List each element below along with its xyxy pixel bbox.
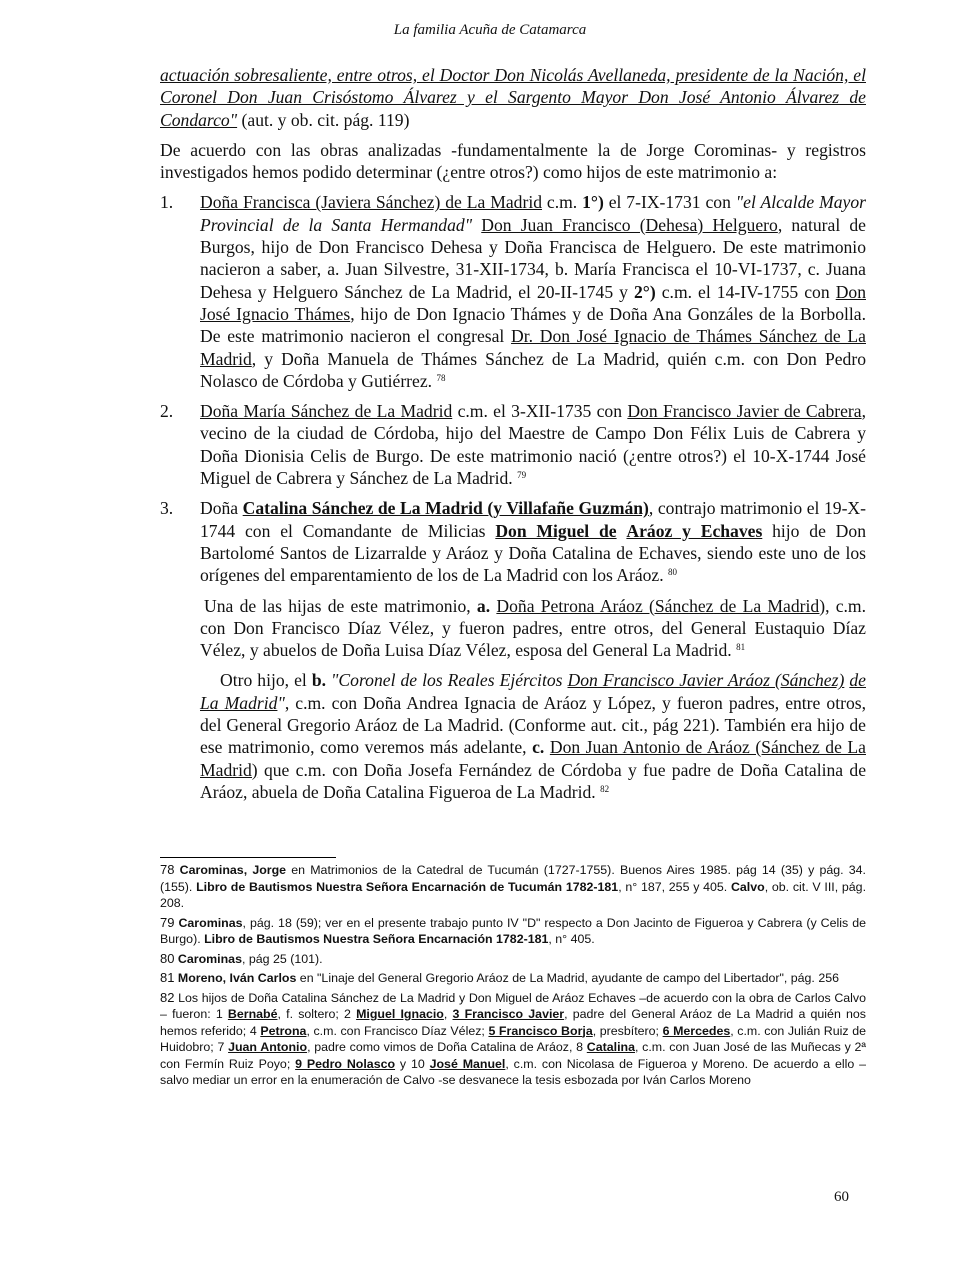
text-run: Una de las hijas de este matrimonio,	[204, 595, 477, 616]
text-run: Doña	[200, 498, 243, 519]
footnote-number: 80	[160, 950, 175, 966]
text-run: , hijo de Don Ignacio Thámes y de Doña Ana Gonzáles de la Borbolla. De este matrimonio nacieron el congresal	[200, 303, 866, 347]
list-number: 1.	[160, 192, 174, 213]
text-run: , pág. 18 (59); ver en el presente trabajo punto IV "D" respecto a Don Jacinto de Figueroa y Cabrera (y Celis de Burgo).	[160, 915, 866, 946]
text-run: "Coronel de los Reales Ejércitos	[331, 670, 568, 691]
running-header: La familia Acuña de Catamarca	[393, 22, 587, 38]
text-run: Libro de Bautismos Nuestra Señora Encarnación de Tucumán 1782-181	[196, 879, 619, 894]
text-run: Carominas	[177, 951, 242, 966]
quoted-title: "el Alcalde Mayor Provincial de la Santa Hermandad"	[200, 192, 866, 235]
text-run: Otro hijo, el	[220, 670, 312, 691]
text-run: que c.m. con Doña Josefa Fernández de Córdoba y fue padre de Doña Catalina de Aráoz, abuela de Doña Catalina Figueroa de La Madrid.	[200, 759, 866, 802]
text-run: , c.m. con Juan José de las Muñecas y 2ª con Fermín Ruiz Poyo;	[160, 1040, 866, 1071]
person-name: Don Francisco Javier Aráoz (Sánchez)	[567, 670, 845, 691]
text-run: , c.m. con Don Francisco Díaz Vélez, y fueron padres, entre otros, del General Eustaquio Díaz Vélez, y abuelos de Doña Luisa Díaz Vélez, esposa del General La Madrid.	[200, 595, 867, 661]
text-run: Calvo	[730, 879, 765, 894]
text-run: b.	[311, 670, 326, 691]
text-run	[472, 215, 481, 235]
text-run: "	[277, 692, 285, 713]
paragraph-intro: De acuerdo con las obras analizadas -fundamentalmente la de Jorge Corominas- y registros investigados hemos podido determinar (¿entre otros?) como hijos de este matrimonio a:	[160, 139, 866, 183]
footnote-number: 78	[160, 862, 175, 877]
text-run: Bernabé	[227, 1007, 278, 1021]
text-run: , presbítero;	[592, 1023, 663, 1038]
footnote-80	[160, 951, 866, 968]
person-name: Don Francisco Javier de Cabrera	[627, 401, 862, 422]
person-name: Don José Ignacio Thámes	[200, 281, 866, 324]
list-item-2	[160, 400, 866, 489]
text-run: , f. soltero; 2	[277, 1007, 357, 1021]
footnote-79	[160, 915, 866, 948]
footnote-ref[interactable]: 80	[668, 567, 678, 578]
person-name: Doña Francisca (Javiera Sánchez) de La Madrid	[200, 192, 543, 213]
text-run: 3 Francisco Javier	[452, 1007, 565, 1021]
text-run: hijo de Don Bartolomé Santos de Lizarralde y Aráoz y Doña Catalina de Echaves, siendo este uno de los orígenes del emparentamiento de los de La Madrid con los Aráoz.	[200, 520, 866, 586]
text-run: c.m.	[542, 192, 583, 213]
text-run: c.m. el 14-IV-1755 con	[655, 281, 836, 302]
text-run: , c.m. con Doña Andrea Ignacia de Aráoz y López, y fueron padres, entre otros, del General Gregorio Aráoz de La Madrid. (Conforme aut. cit., pág 221). También era hijo de ese matrimonio, como veremos más adelante,	[200, 692, 866, 758]
text-run: , n° 187, 255 y 405.	[618, 879, 731, 894]
footnote-ref[interactable]: 78	[436, 372, 446, 383]
text-run: ,	[443, 1007, 453, 1021]
text-run: , padre como vimos de Doña Catalina de Aráoz, 8	[307, 1040, 587, 1054]
text-run: Juan Antonio	[228, 1040, 308, 1054]
person-name: Don Juan Francisco (Dehesa) Helguero	[481, 214, 778, 235]
text-run: , natural de Burgos, hijo de Don Francisco Dehesa y Doña Francisca de Helguero. De este matrimonio nacieron a saber, a. Juan Silvestre, 31-XII-1734, b. María Francisca el 10-VI-1737, c. Juana Dehesa y Helguero Sánchez de La Madrid, el 20-II-1745 y	[200, 214, 866, 302]
footnote-ref[interactable]: 81	[736, 642, 746, 653]
text-run: , c.m. con Nicolasa de Figueroa y Moreno. De acuerdo a ello – salvo mediar un error en la enumeración de Calvo -se desvanece la tesis esbozada por Iván Carlos Moreno	[160, 1056, 866, 1087]
text-run: a.	[476, 595, 491, 616]
person-name: de La Madrid	[200, 670, 866, 713]
text-run: José Manuel	[429, 1056, 506, 1071]
footnotes	[160, 862, 866, 1092]
person-name: Doña María Sánchez de La Madrid	[200, 401, 453, 422]
footnote-number: 79	[160, 914, 175, 930]
text-run: , vecino de la ciudad de Córdoba, hijo del Maestre de Campo Don Félix Luis de Cabrera y Doña Dionisia Celis de Burgo. De este matrimonio nació (¿entre otros?) el 10-X-1744 José Miguel de Cabrera y Sánchez de La Madrid.	[200, 401, 866, 489]
text-run: Miguel Ignacio	[356, 1007, 444, 1021]
page-number: 60	[834, 1189, 849, 1205]
quote-reference: (aut. y ob. cit. pág. 119)	[237, 109, 410, 130]
text-run: 1°)	[582, 192, 604, 213]
text-run: , ob. cit. V III, pág. 208.	[160, 879, 867, 910]
text-run: , c.m. con Francisco Díaz Vélez;	[306, 1023, 489, 1038]
text-run: Carominas, Jorge	[179, 863, 287, 877]
footnote-number: 82	[160, 989, 175, 1005]
paragraph-child-a	[160, 595, 866, 662]
text-run: en Matrimonios de la Catedral de Tucumán (1727-1755). Buenos Aires 1985. pág 14 (35) y pág. 34. (155).	[160, 863, 867, 894]
text-run: Moreno, Iván Carlos	[177, 971, 297, 985]
list-number: 2.	[160, 401, 174, 422]
text-run: , padre del General Aráoz de La Madrid a quién nos hemos referido; 4	[160, 1007, 866, 1038]
footnote-82	[160, 990, 866, 1089]
footnote-divider	[160, 857, 336, 858]
text-run: 5 Francisco Borja	[488, 1023, 593, 1038]
person-name: Dr. Don José Ignacio de Thámes Sánchez de La Madrid	[200, 326, 866, 369]
person-name: Doña Petrona Aráoz (Sánchez de La Madrid)	[496, 595, 826, 616]
paragraph-child-b	[160, 669, 866, 803]
list-item-3	[160, 497, 866, 586]
footnote-ref[interactable]: 82	[600, 783, 610, 794]
footnote-number: 81	[160, 970, 175, 985]
text-run	[617, 521, 627, 541]
body-text	[160, 64, 866, 811]
text-run: en "Linaje del General Gregorio Aráoz de La Madrid, ayudante de campo del Libertador", pág. 256	[296, 971, 839, 985]
text-run: , c.m. con Julián Ruiz de Huidobro; 7	[160, 1023, 866, 1054]
text-run: 9 Pedro Nolasco	[295, 1056, 396, 1071]
text-run: 6 Mercedes	[662, 1023, 731, 1038]
footnote-78	[160, 862, 866, 912]
person-name: Catalina Sánchez de La Madrid (y Villafañe Guzmán)	[242, 498, 649, 519]
text-run: , n° 405.	[548, 932, 595, 946]
person-name: Don Juan Antonio de Aráoz (Sánchez de La Madrid)	[200, 737, 866, 780]
footnote-81	[160, 970, 866, 987]
list-item-1	[160, 191, 866, 392]
text-run: el 7-IX-1731 con	[603, 192, 736, 213]
text-run: Carominas	[178, 915, 243, 930]
text-run: Petrona	[260, 1023, 307, 1038]
list-number: 3.	[160, 498, 174, 519]
footnote-ref[interactable]: 79	[517, 470, 527, 481]
text-run: , pág 25 (101).	[241, 951, 323, 966]
person-name: Don Miguel de	[495, 520, 617, 541]
person-name: Aráoz y Echaves	[626, 520, 763, 541]
text-run: Catalina	[586, 1040, 635, 1054]
text-run: 2°)	[634, 281, 656, 302]
text-run: Libro de Bautismos Nuestra Señora Encarnación 1782-181	[204, 932, 549, 946]
text-run: c.	[532, 737, 545, 758]
text-run: Los hijos de Doña Catalina Sánchez de La Madrid y Don Miguel de Aráoz Echaves –de acuerdo con la obra de Carlos Calvo – fueron: 1	[160, 990, 866, 1021]
quote-text: actuación sobresaliente, entre otros, el Doctor Don Nicolás Avellaneda, presidente de la Nación, el Coronel Don Juan Crisóstomo Álvarez y el Sargento Mayor Don José Antonio Álvarez de Condarco"	[160, 65, 866, 130]
text-run: , contrajo matrimonio el 19-X-1744 con el Comandante de Milicias	[200, 498, 866, 541]
text-run: c.m. el 3-XII-1735 con	[452, 401, 628, 422]
text-run: , y Doña Manuela de Thámes Sánchez de La Madrid, quién c.m. con Don Pedro Nolasco de Córdoba y Gutiérrez.	[200, 348, 866, 391]
paragraph-continued-quote	[160, 64, 866, 131]
text-run: y 10	[395, 1056, 430, 1071]
